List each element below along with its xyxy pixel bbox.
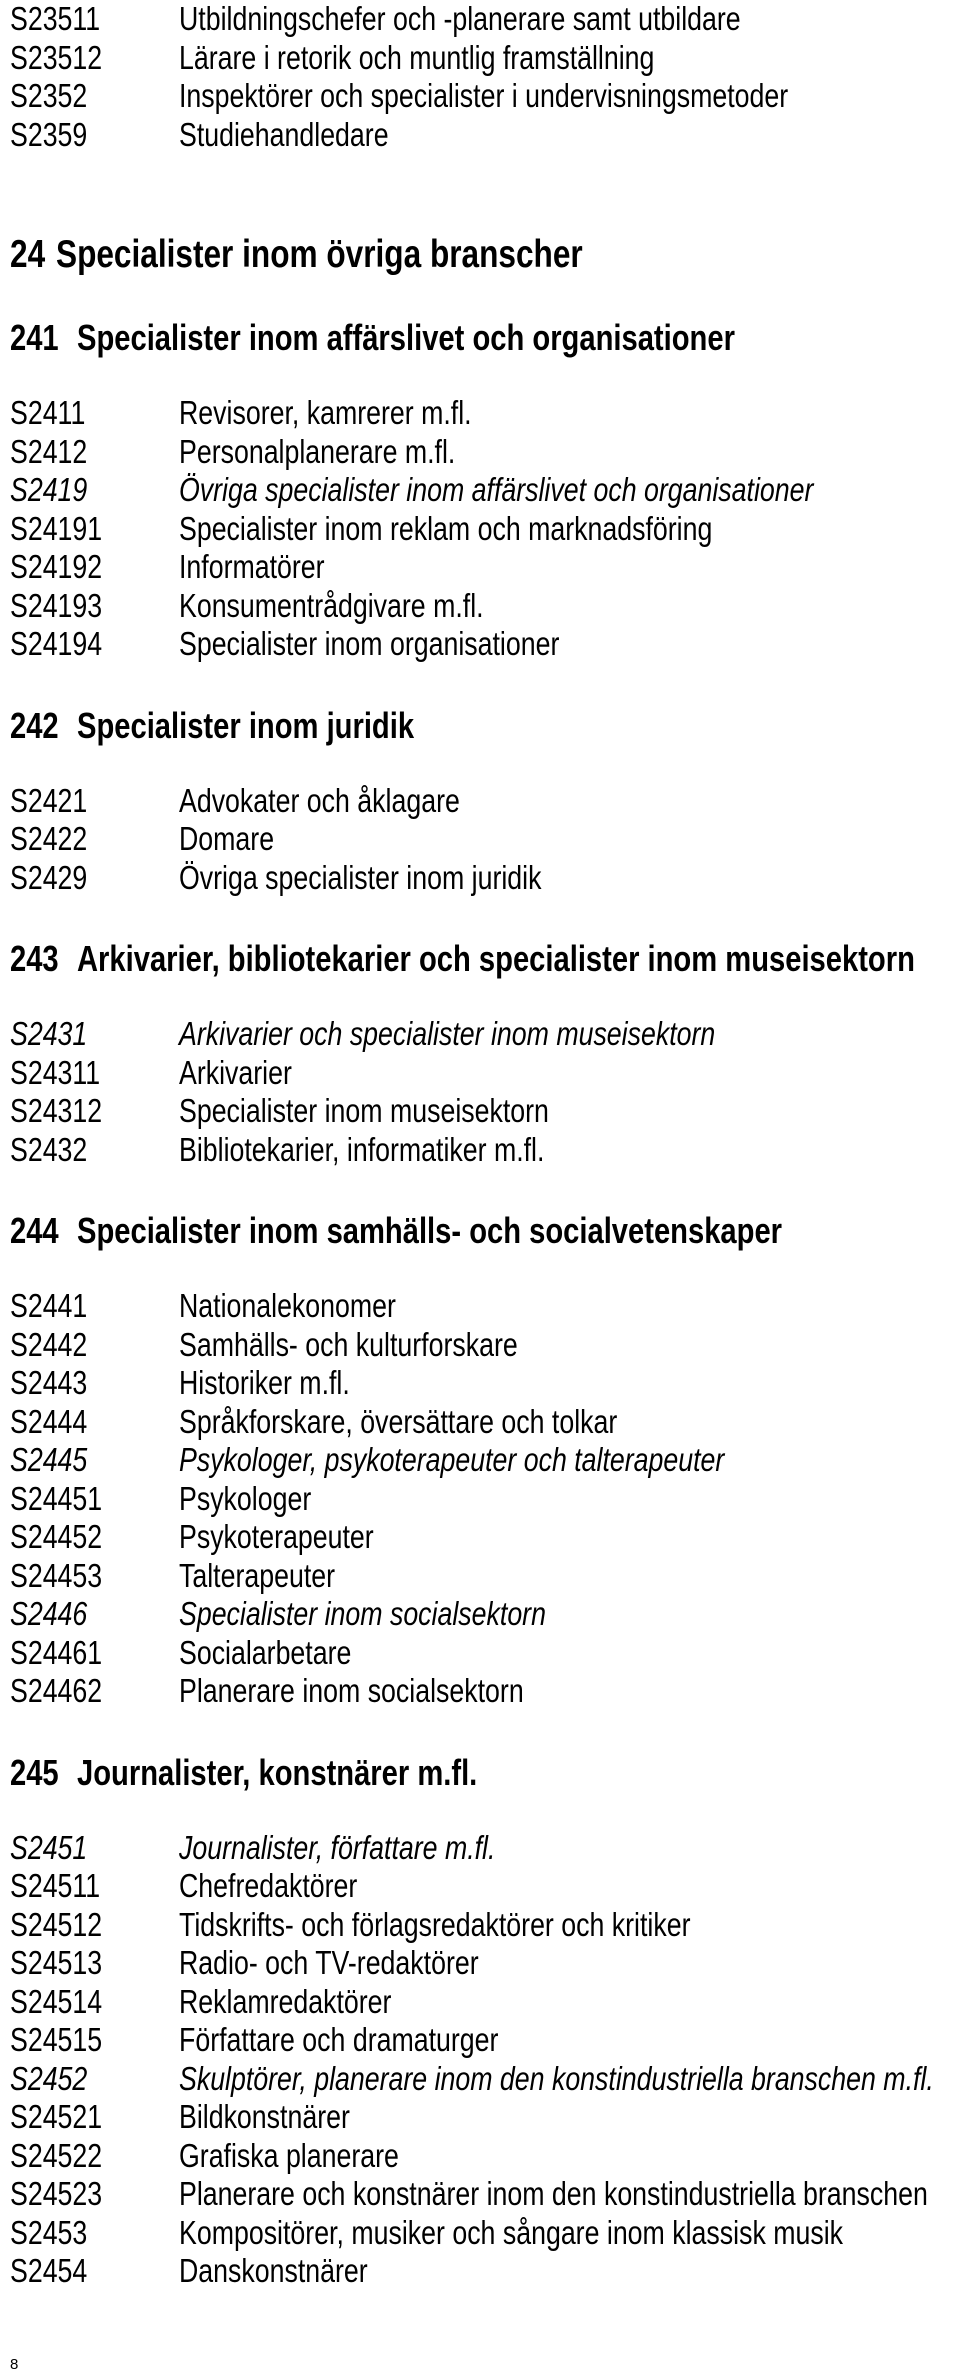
occupation-row [0, 2060, 960, 2099]
occupation-code: S24523 [10, 2175, 103, 2212]
occupation-row [0, 820, 960, 859]
occupation-title: Utbildningschefer och -planerare samt utbildare [179, 0, 741, 37]
occupation-row [0, 1829, 960, 1868]
occupation-row [0, 859, 960, 898]
group-heading [0, 316, 960, 360]
occupation-row [0, 1906, 960, 1945]
occupation-code: S24452 [10, 1518, 103, 1555]
occupation-row [0, 1441, 960, 1480]
occupation-title: Samhälls- och kulturforskare [179, 1325, 518, 1363]
group-title: Specialister inom affärslivet och organisationer [77, 317, 735, 358]
occupation-code: S2442 [10, 1325, 88, 1363]
major-group-title: Specialister inom övriga branscher [56, 233, 583, 276]
occupation-row [0, 0, 960, 39]
occupation-title: Danskonstnärer [179, 2252, 368, 2289]
occupation-list [0, 1829, 960, 2291]
occupation-title: Kompositörer, musiker och sångare inom klassisk musik [179, 2213, 844, 2251]
occupation-row [0, 1867, 960, 1906]
occupation-row [0, 1092, 960, 1131]
occupation-row [0, 2214, 960, 2253]
occupation-row [0, 2175, 960, 2214]
occupation-row [0, 471, 960, 510]
occupation-row [0, 77, 960, 116]
occupation-title: Specialister inom reklam och marknadsföring [179, 509, 713, 547]
group-title: Specialister inom juridik [77, 704, 415, 746]
occupation-code: S2352 [10, 77, 88, 114]
occupation-title: Specialister inom socialsektorn [179, 1595, 546, 1632]
occupation-row [0, 116, 960, 155]
occupation-title: Arkivarier [179, 1053, 292, 1091]
occupation-row [0, 1131, 960, 1170]
occupation-title: Specialister inom museisektorn [179, 1092, 549, 1129]
occupation-title: Planerare inom socialsektorn [179, 1672, 524, 1709]
occupation-title: Bibliotekarier, informatiker m.fl. [179, 1130, 545, 1168]
occupation-code: S2445 [10, 1441, 88, 1478]
occupation-row [0, 2098, 960, 2137]
occupation-title: Specialister inom organisationer [179, 625, 560, 662]
occupation-title: Personalplanerare m.fl. [179, 432, 456, 470]
occupation-code: S2359 [10, 115, 88, 153]
group-number: 243 [10, 938, 59, 979]
occupation-list [0, 394, 960, 664]
occupation-code: S2419 [10, 471, 88, 508]
occupation-title: Radio- och TV-redaktörer [179, 1944, 479, 1981]
occupation-row [0, 1944, 960, 1983]
occupation-code: S24451 [10, 1479, 103, 1517]
occupation-row [0, 2021, 960, 2060]
occupation-title: Talterapeuter [179, 1556, 336, 1594]
occupation-row [0, 1364, 960, 1403]
occupation-title: Psykologer [179, 1479, 312, 1517]
occupation-list [0, 0, 960, 154]
group-title: Arkivarier, bibliotekarier och specialister inom museisektorn [77, 938, 915, 979]
occupation-code: S2452 [10, 2059, 88, 2097]
occupation-code: S2412 [10, 432, 88, 470]
group-heading [0, 937, 960, 981]
occupation-code: S24453 [10, 1556, 103, 1594]
occupation-title: Arkivarier och specialister inom museisektorn [179, 1015, 716, 1052]
occupation-title: Informatörer [179, 548, 325, 585]
occupation-row [0, 1672, 960, 1711]
occupation-title: Grafiska planerare [179, 2136, 399, 2174]
occupation-title: Revisorer, kamrerer m.fl. [179, 394, 472, 431]
occupation-title: Skulptörer, planerare inom den konstindustriella branschen m.fl. [179, 2059, 934, 2097]
occupation-code: S24514 [10, 1982, 103, 2020]
occupation-row [0, 587, 960, 626]
occupation-title: Planerare och konstnärer inom den konstindustriella branschen [179, 2175, 928, 2212]
occupation-row [0, 1287, 960, 1326]
occupation-list [0, 1287, 960, 1711]
occupation-row [0, 1983, 960, 2022]
occupation-row [0, 625, 960, 664]
occupation-code: S24461 [10, 1633, 103, 1671]
group-heading [0, 1751, 960, 1795]
occupation-code: S2429 [10, 858, 88, 896]
occupation-title: Journalister, författare m.fl. [179, 1828, 496, 1866]
major-group-number: 24 [10, 233, 46, 276]
group-number: 244 [10, 1210, 59, 1251]
occupation-code: S24192 [10, 548, 103, 585]
occupation-code: S2453 [10, 2213, 88, 2251]
group-number: 245 [10, 1751, 59, 1793]
occupation-title: Författare och dramaturger [179, 2021, 499, 2058]
occupation-code: S2431 [10, 1015, 88, 1052]
occupation-code: S2421 [10, 781, 88, 819]
occupation-row [0, 1595, 960, 1634]
group-number: 241 [10, 317, 59, 358]
occupation-code: S24512 [10, 1905, 103, 1943]
occupation-row [0, 2252, 960, 2291]
occupation-code: S2446 [10, 1595, 88, 1632]
occupation-row [0, 1480, 960, 1519]
occupation-title: Advokater och åklagare [179, 781, 460, 819]
occupation-code: S24191 [10, 509, 103, 547]
group-number: 242 [10, 704, 59, 746]
occupation-row [0, 1015, 960, 1054]
occupation-code: S2432 [10, 1130, 88, 1168]
occupation-title: Lärare i retorik och muntlig framställning [179, 38, 655, 76]
occupation-row [0, 1518, 960, 1557]
occupation-title: Psykologer, psykoterapeuter och talterapeuter [179, 1441, 725, 1478]
occupation-row [0, 782, 960, 821]
occupation-code: S2454 [10, 2252, 88, 2289]
occupation-code: S24312 [10, 1092, 103, 1129]
occupation-code: S2444 [10, 1402, 88, 1440]
occupation-title: Språkforskare, översättare och tolkar [179, 1402, 618, 1440]
occupation-code: S24515 [10, 2021, 103, 2058]
occupation-code: S2443 [10, 1364, 88, 1401]
occupation-title: Domare [179, 820, 275, 857]
occupation-row [0, 1326, 960, 1365]
occupation-code: S2451 [10, 1828, 88, 1866]
group-title: Specialister inom samhälls- och socialvetenskaper [77, 1210, 783, 1251]
occupation-code: S2441 [10, 1287, 88, 1324]
occupation-row [0, 1054, 960, 1093]
occupation-list [0, 1015, 960, 1169]
occupation-code: S24194 [10, 625, 103, 662]
major-group-heading [0, 230, 960, 280]
occupation-title: Tidskrifts- och förlagsredaktörer och kritiker [179, 1905, 691, 1943]
occupation-title: Socialarbetare [179, 1633, 352, 1671]
occupation-title: Inspektörer och specialister i undervisningsmetoder [179, 77, 789, 114]
occupation-title: Reklamredaktörer [179, 1982, 392, 2020]
occupation-row [0, 1557, 960, 1596]
occupation-row [0, 548, 960, 587]
occupation-row [0, 1403, 960, 1442]
occupation-title: Chefredaktörer [179, 1867, 358, 1904]
occupation-code: S23512 [10, 38, 103, 76]
occupation-title: Historiker m.fl. [179, 1364, 350, 1401]
occupation-code: S24522 [10, 2136, 103, 2174]
occupation-title: Psykoterapeuter [179, 1518, 374, 1555]
occupation-title: Övriga specialister inom affärslivet och organisationer [179, 471, 814, 508]
occupation-title: Övriga specialister inom juridik [179, 858, 542, 896]
occupation-row [0, 2137, 960, 2176]
occupation-row [0, 510, 960, 549]
occupation-code: S24513 [10, 1944, 103, 1981]
occupation-code: S24311 [10, 1053, 101, 1091]
occupation-code: S24511 [10, 1867, 101, 1904]
occupation-code: S2411 [10, 394, 86, 431]
occupation-title: Konsumentrådgivare m.fl. [179, 586, 484, 624]
occupation-list [0, 782, 960, 898]
page-number: 8 [10, 2356, 19, 2373]
occupation-title: Studiehandledare [179, 115, 389, 153]
occupation-title: Nationalekonomer [179, 1287, 396, 1324]
occupation-title: Bildkonstnärer [179, 2098, 350, 2135]
occupation-code: S2422 [10, 820, 88, 857]
occupation-row [0, 433, 960, 472]
group-heading [0, 1209, 960, 1253]
occupation-row [0, 39, 960, 78]
occupation-code: S23511 [10, 0, 101, 37]
occupation-code: S24193 [10, 586, 103, 624]
group-title: Journalister, konstnärer m.fl. [77, 1751, 478, 1793]
occupation-row [0, 1634, 960, 1673]
occupation-row [0, 394, 960, 433]
group-heading [0, 704, 960, 748]
occupation-code: S24521 [10, 2098, 103, 2135]
occupation-code: S24462 [10, 1672, 103, 1709]
